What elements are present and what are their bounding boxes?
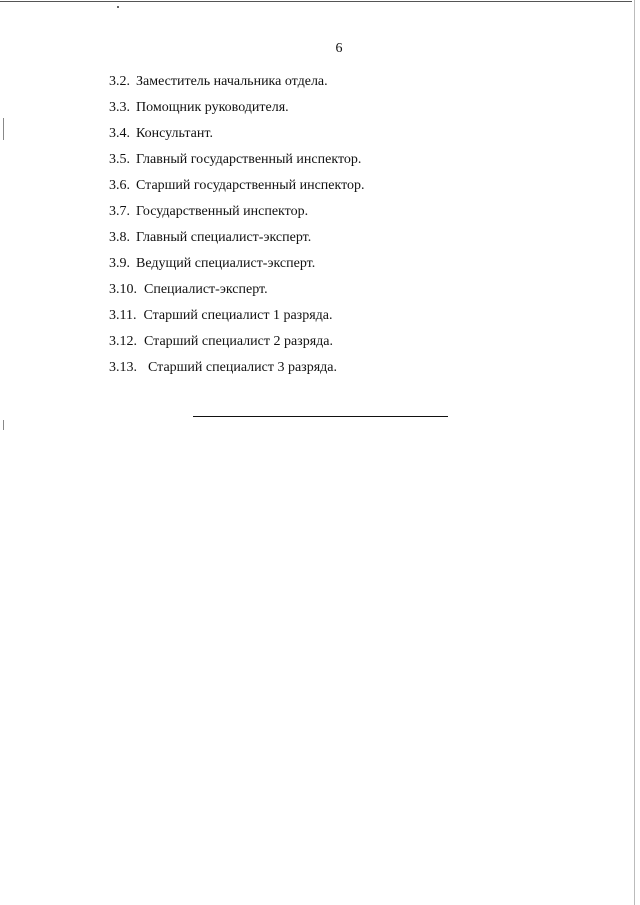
item-number: 3.8. <box>109 230 130 245</box>
end-rule <box>193 416 448 417</box>
item-number: 3.9. <box>109 256 130 271</box>
item-text: Помощник руководителя. <box>136 100 289 115</box>
list-item <box>109 229 365 255</box>
item-text: Старший государственный инспектор. <box>136 178 365 193</box>
item-number: 3.12. <box>109 334 137 349</box>
position-list <box>109 73 365 385</box>
item-text: Старший специалист 2 разряда. <box>144 334 333 349</box>
item-number: 3.5. <box>109 152 130 167</box>
item-text: Государственный инспектор. <box>136 204 309 219</box>
item-text: Ведущий специалист-эксперт. <box>136 256 316 271</box>
list-item <box>109 255 365 281</box>
item-text: Консультант. <box>136 126 213 141</box>
list-item <box>109 307 365 333</box>
item-text: Специалист-эксперт. <box>144 282 268 297</box>
item-number: 3.11. <box>109 308 137 323</box>
item-number: 3.10. <box>109 282 137 297</box>
scan-edge-right <box>634 0 635 905</box>
list-item <box>109 73 365 99</box>
item-number: 3.6. <box>109 178 130 193</box>
list-item <box>109 125 365 151</box>
item-number: 3.4. <box>109 126 130 141</box>
item-number: 3.7. <box>109 204 130 219</box>
item-number: 3.13. <box>109 360 137 375</box>
scan-speck <box>117 6 119 8</box>
item-text: Главный государственный инспектор. <box>136 152 362 167</box>
item-number: 3.3. <box>109 100 130 115</box>
item-text: Главный специалист-эксперт. <box>136 230 312 245</box>
item-text: Старший специалист 3 разряда. <box>148 360 337 375</box>
list-item <box>109 359 365 385</box>
list-item <box>109 177 365 203</box>
list-item <box>109 333 365 359</box>
scan-margin-mark <box>3 420 4 430</box>
item-number: 3.2. <box>109 74 130 89</box>
list-item <box>109 151 365 177</box>
page-number: 6 <box>335 41 343 56</box>
list-item <box>109 99 365 125</box>
item-text: Заместитель начальника отдела. <box>136 74 328 89</box>
list-item <box>109 281 365 307</box>
scan-edge-top <box>0 1 632 2</box>
scan-margin-mark <box>3 118 4 140</box>
list-item <box>109 203 365 229</box>
item-text: Старший специалист 1 разряда. <box>143 308 333 323</box>
